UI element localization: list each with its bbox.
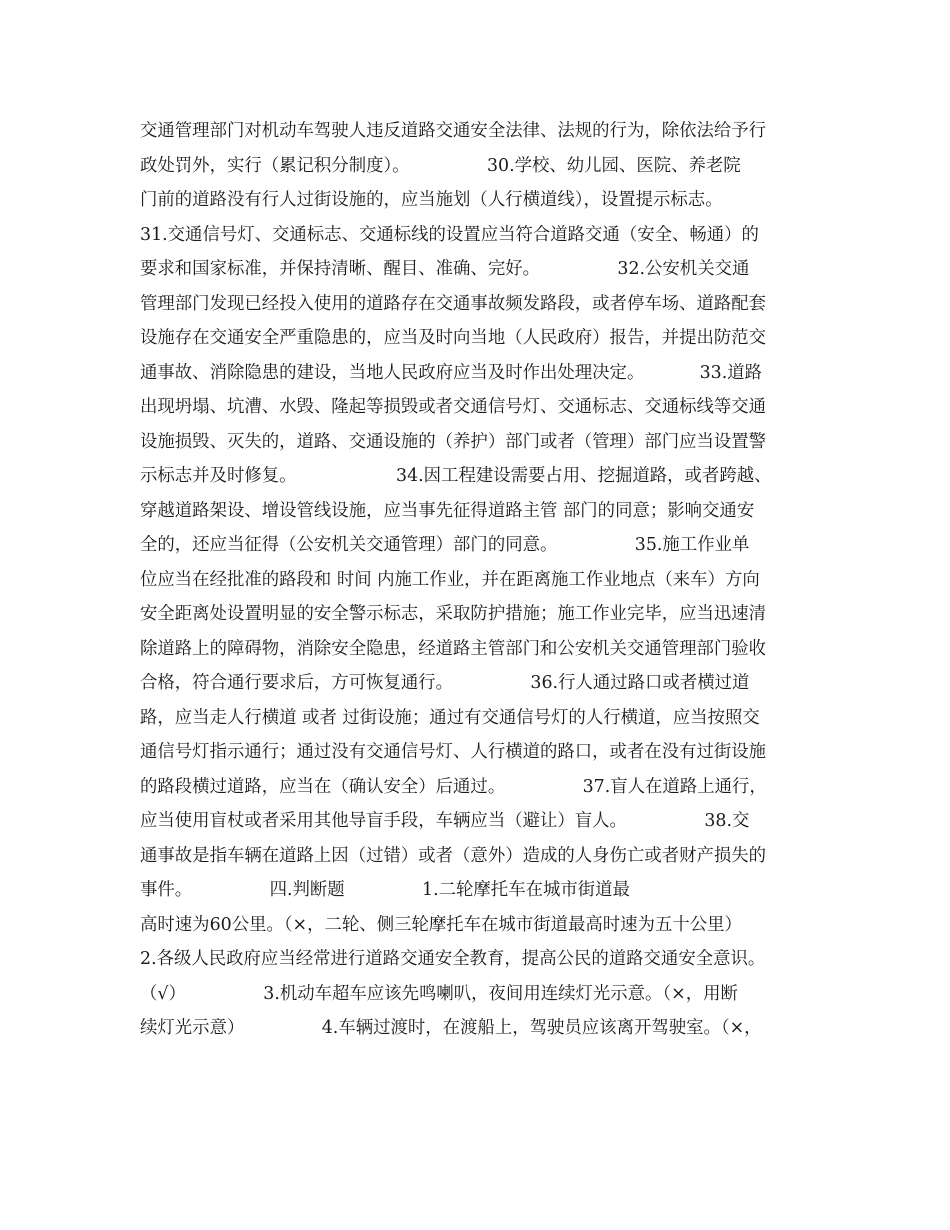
text-line: 的路段横过道路，应当在（确认安全）后通过。 37.盲人在道路上通行，	[140, 776, 767, 797]
text-line: 要求和国家标准，并保持清晰、醒目、准确、完好。 32.公安机关交通	[140, 259, 750, 279]
text-line: 高时速为60公里。（×，二轮、侧三轮摩托车在城市街道最高时速为五十公里）	[140, 914, 742, 935]
text-line: 管理部门发现已经投入使用的道路存在交通事故频发路段，或者停车场、道路配套	[140, 293, 767, 314]
text-line: 位应当在经批准的路段和 时间 内施工作业，并在距离施工作业地点（来车）方向	[140, 569, 760, 590]
text-line: 续灯光示意） 4.车辆过渡时，在渡船上，驾驶员应该离开驾驶室。（×，	[140, 1018, 762, 1038]
text-line: 穿越道路架设、增设管线设施，应当事先征得道路主管 部门的同意；影响交通安	[140, 500, 755, 521]
text-line: 路，应当走人行横道 或者 过街设施；通过有交通信号灯的人行横道，应当按照交	[140, 707, 760, 728]
text-line: 设施存在交通安全严重隐患的，应当及时向当地（人民政府）报告，并提出防范交	[140, 328, 767, 348]
text-line: 通事故、消除隐患的建设，当地人民政府应当及时作出处理决定。 33.道路	[140, 362, 763, 383]
text-line: 合格，符合通行要求后，方可恢复通行。 36.行人通过路口或者横过道	[140, 673, 750, 693]
text-line: 政处罚外，实行（累记积分制度）。 30.学校、幼儿园、医院、养老院	[140, 155, 741, 176]
text-line: 通信号灯指示通行；通过没有交通信号灯、人行横道的路口，或者在没有过街设施	[140, 742, 767, 762]
text-line: 2.各级人民政府应当经常进行道路交通安全教育，提高公民的道路交通安全意识。	[140, 949, 766, 969]
text-line: 交通管理部门对机动车驾驶人违反道路交通安全法律、法规的行为，除依法给予行	[140, 121, 767, 141]
text-line: 门前的道路没有行人过街设施的，应当施划（人行横道线），设置提示标志。	[140, 190, 723, 210]
text-line: 安全距离处设置明显的安全警示标志，采取防护措施；施工作业完毕，应当迅速清	[140, 604, 767, 624]
text-line: 事件。 四.判断题 1.二轮摩托车在城市街道最	[140, 880, 630, 900]
text-line: 应当使用盲杖或者采用其他导盲手段，车辆应当（避让）盲人。 38.交	[140, 811, 750, 831]
text-line: 全的，还应当征得（公安机关交通管理）部门的同意。 35.施工作业单	[140, 535, 750, 555]
text-line: 出现坍塌、坑漕、水毁、隆起等损毁或者交通信号灯、交通标志、交通标线等交通	[140, 397, 767, 417]
text-line: 31.交通信号灯、交通标志、交通标线的设置应当符合道路交通（安全、畅通）的	[140, 224, 759, 245]
text-line: 除道路上的障碍物，消除安全隐患，经道路主管部门和公安机关交通管理部门验收	[140, 638, 767, 659]
text-line: （√） 3.机动车超车应该先鸣喇叭，夜间用连续灯光示意。（×，用断	[140, 983, 738, 1004]
text-line: 设施损毁、灭失的，道路、交通设施的（养护）部门或者（管理）部门应当设置警	[140, 431, 767, 452]
document-text-body	[140, 114, 820, 1046]
text-line: 通事故是指车辆在道路上因（过错）或者（意外）造成的人身伤亡或者财产损失的	[140, 845, 767, 866]
text-line: 示标志并及时修复。 34.因工程建设需要占用、挖掘道路，或者跨越、	[140, 466, 772, 486]
